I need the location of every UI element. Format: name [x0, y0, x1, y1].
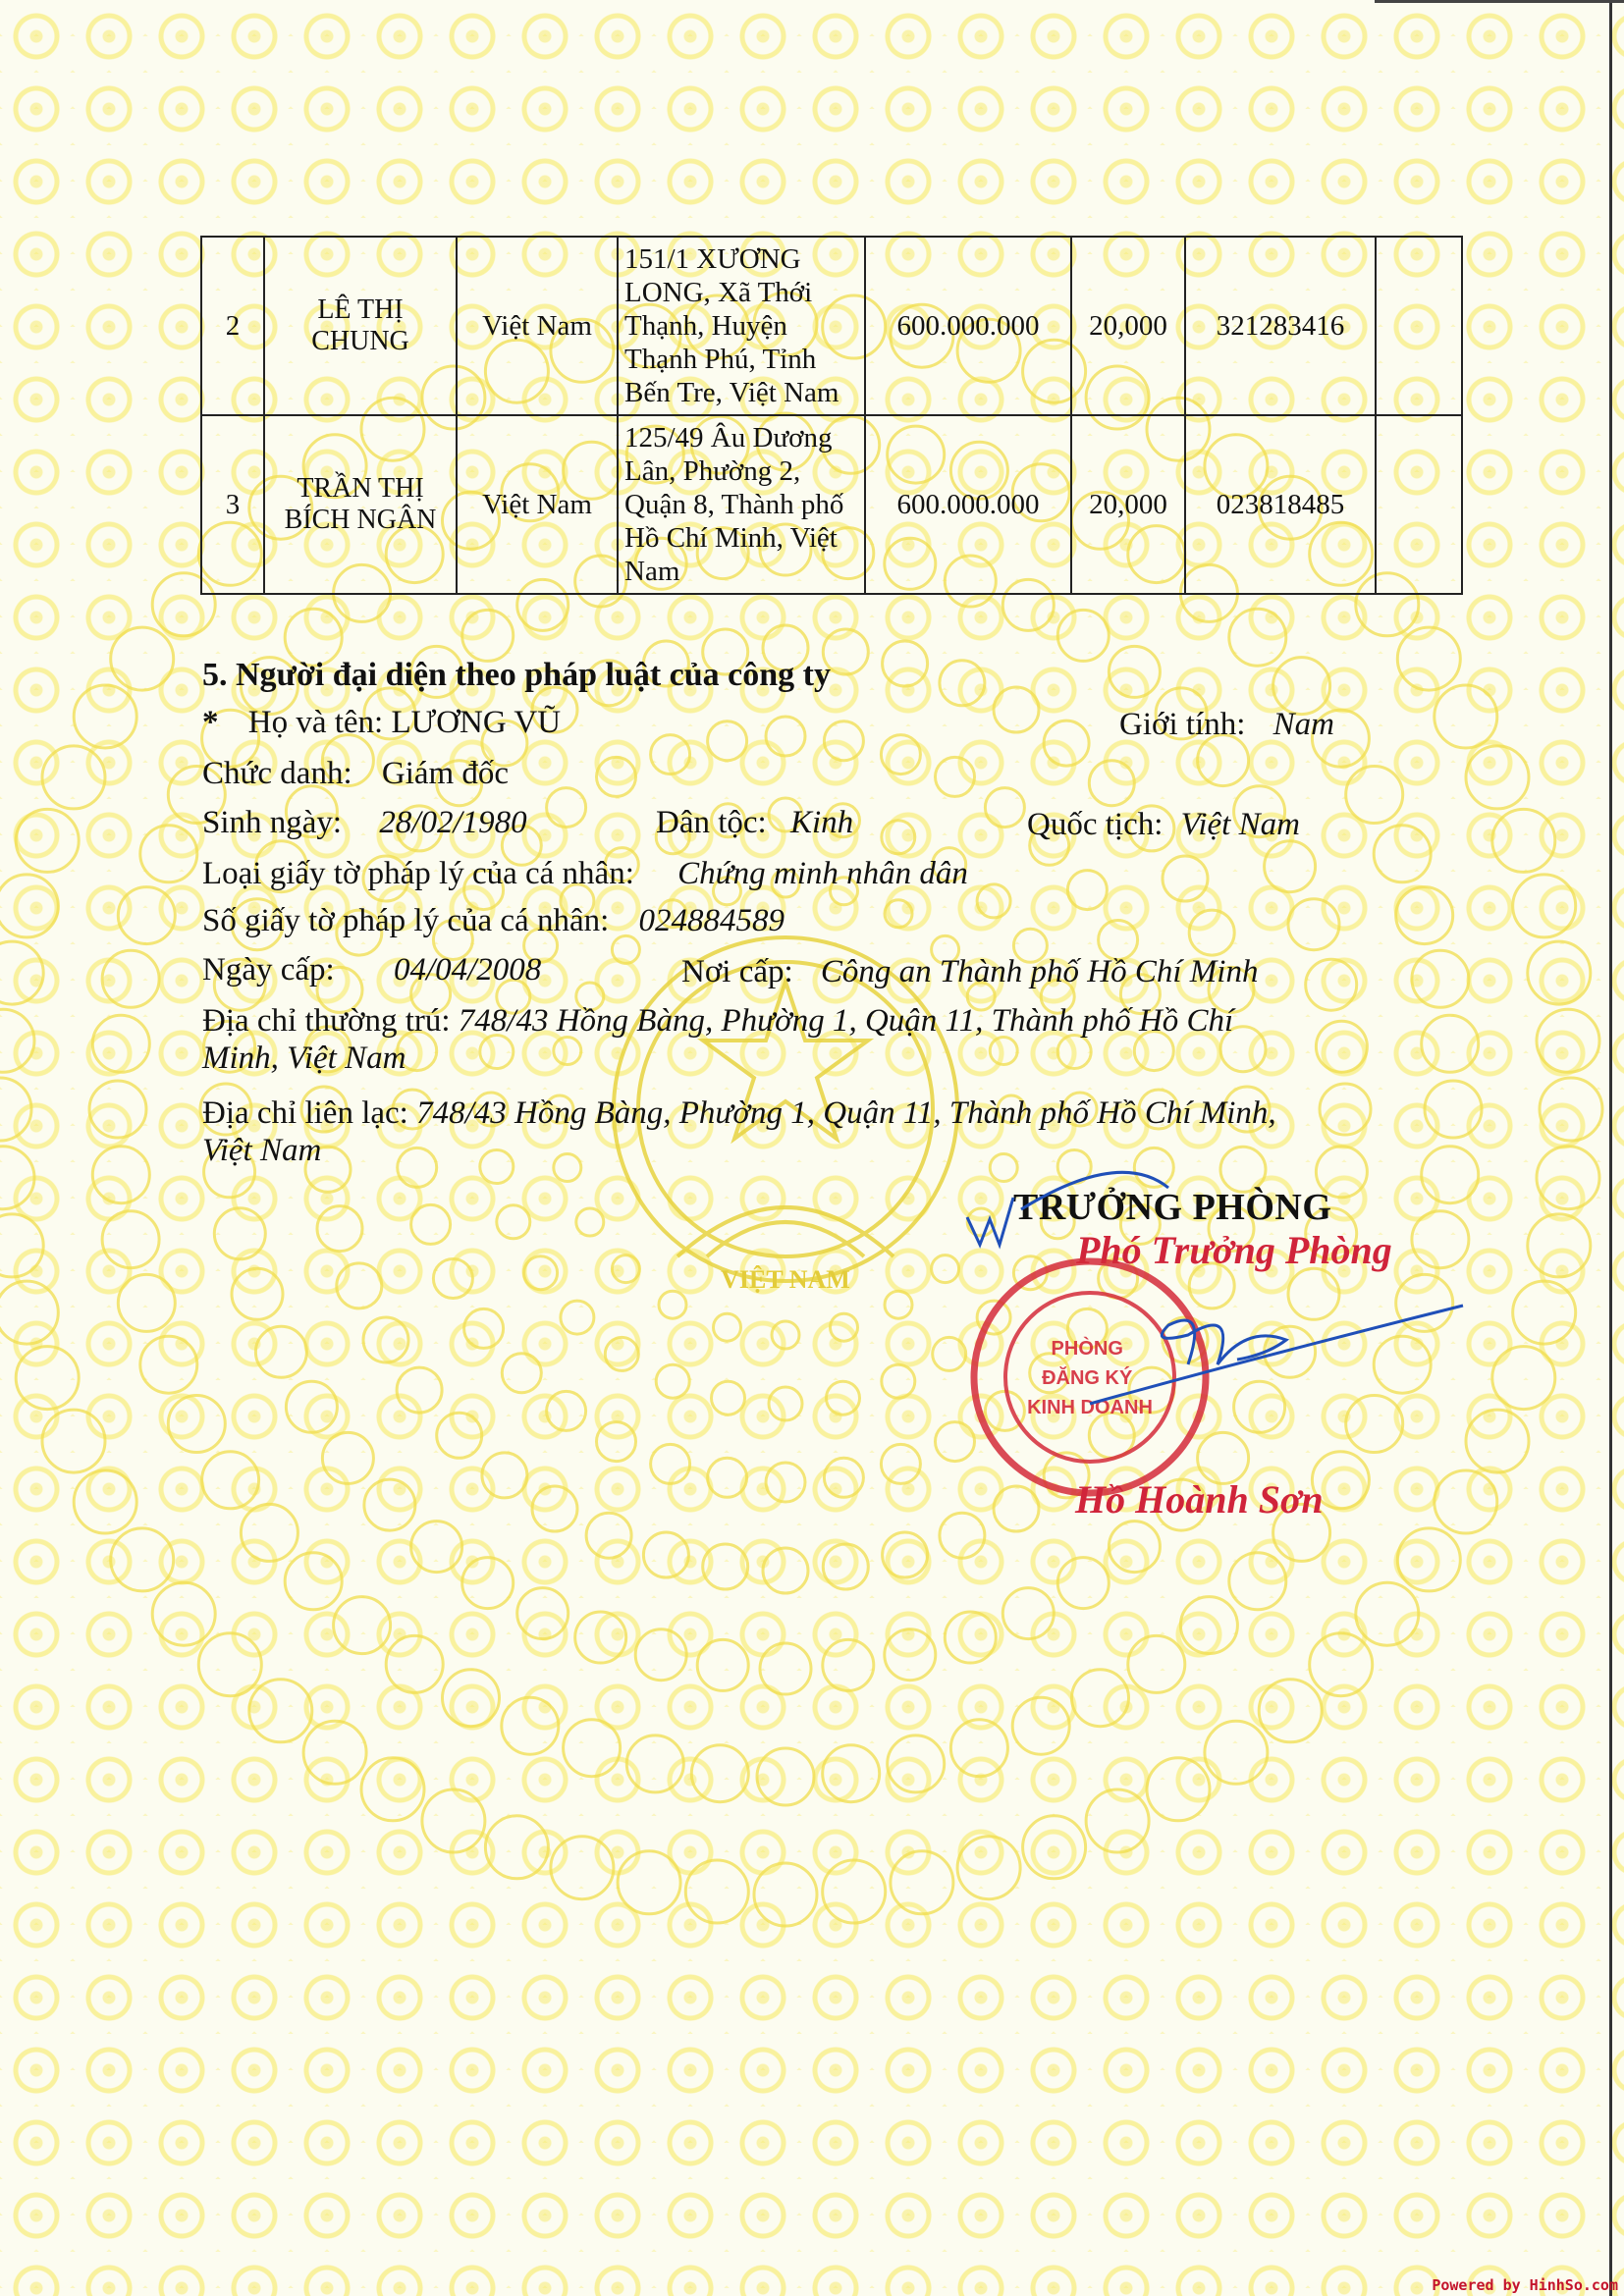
rosette-ornament: [586, 1513, 631, 1558]
rosette-ornament: [885, 1291, 912, 1318]
rosette-ornament: [885, 1629, 936, 1681]
rosette-ornament: [411, 1204, 451, 1244]
rosette-ornament: [502, 1697, 559, 1754]
doc-number-row: [202, 901, 785, 940]
rosette-ornament: [1002, 1588, 1054, 1639]
rosette-ornament: [1306, 959, 1357, 1010]
rosette-ornament: [651, 735, 690, 774]
rosette-ornament: [766, 717, 805, 756]
rosette-ornament: [626, 1735, 683, 1792]
rosette-ornament: [386, 1635, 443, 1692]
rosette-ornament: [957, 1837, 1020, 1899]
rosette-ornament: [0, 1147, 34, 1209]
rosette-ornament: [0, 941, 43, 1004]
rosette-ornament: [202, 1452, 259, 1509]
doc-number-label: Số giấy tờ pháp lý của cá nhân:: [202, 903, 610, 938]
rosette-ornament: [1374, 826, 1431, 882]
permanent-address-value: 748/43 Hồng Bàng, Phường 1, Quận 11, Thành phố Hồ Chí: [458, 1003, 1234, 1039]
cell-stt: 2: [201, 237, 264, 415]
position-value: Giám đốc: [381, 756, 510, 791]
rosette-ornament: [317, 1206, 362, 1252]
rosette-ornament: [823, 1745, 880, 1802]
rosette-ornament: [16, 809, 79, 872]
rosette-ornament: [364, 1479, 415, 1530]
rosette-ornament: [140, 826, 197, 882]
rosette-ornament: [697, 1639, 748, 1690]
rosette-ornament: [888, 1735, 945, 1792]
dob-label: Sinh ngày:: [202, 805, 343, 840]
position-label: Chức danh:: [202, 756, 352, 791]
rosette-ornament: [462, 610, 514, 661]
rosette-ornament: [823, 1639, 874, 1690]
rosette-ornament: [1180, 1597, 1237, 1654]
rosette-ornament: [691, 1745, 748, 1802]
rosette-ornament: [823, 1860, 886, 1923]
rosette-ornament: [443, 1670, 500, 1727]
rosette-ornament: [824, 721, 863, 761]
nationality-row: [1027, 805, 1300, 844]
rosette-ornament: [1356, 1582, 1419, 1645]
cell-name: LÊ THỊ CHUNG: [264, 237, 457, 415]
rosette-ornament: [241, 1504, 298, 1561]
handwritten-signature: [943, 1158, 1473, 1472]
rosette-ornament: [0, 1281, 58, 1344]
rosette-ornament: [102, 1211, 159, 1268]
rosette-ornament: [1147, 1758, 1210, 1821]
rosette-ornament: [111, 627, 174, 690]
rosette-ornament: [140, 1336, 197, 1393]
rosette-ornament: [605, 1337, 638, 1370]
rosette-ornament: [74, 1470, 136, 1533]
rosette-ornament: [945, 1612, 996, 1663]
rosette-ornament: [618, 1851, 680, 1914]
rosette-ornament: [1425, 1081, 1482, 1138]
doc-type-row: [202, 854, 968, 893]
rosette-ornament: [285, 1553, 342, 1610]
rosette-ornament: [883, 641, 928, 686]
rosette-ornament: [363, 1317, 408, 1362]
rosette-ornament: [482, 1453, 527, 1498]
rosette-ornament: [882, 821, 915, 854]
rosette-ornament: [1057, 610, 1109, 661]
rosette-ornament: [936, 757, 975, 796]
gender-row: [1119, 705, 1334, 744]
rosette-ornament: [643, 1532, 688, 1577]
rosette-ornament: [659, 1291, 686, 1318]
stamp-center-text: PHÒNG ĐĂNG KÝ KINH DOANH: [1027, 1338, 1153, 1418]
issue-place-row: [681, 952, 1258, 991]
rosette-ornament: [437, 1413, 482, 1458]
gender-label: Giới tính:: [1119, 707, 1246, 742]
rosette-ornament: [1072, 1670, 1129, 1727]
rosette-ornament: [769, 1387, 802, 1420]
rosette-ornament: [977, 884, 1010, 918]
ethnic-value: Kinh: [789, 805, 854, 840]
rosette-ornament: [286, 1381, 337, 1432]
signature-title: TRƯỞNG PHÒNG: [1013, 1187, 1332, 1228]
permanent-address-row: [202, 1001, 1233, 1041]
rosette-ornament: [168, 1396, 225, 1453]
cell-id-number: 023818485: [1185, 415, 1376, 594]
rosette-ornament: [1229, 1553, 1286, 1610]
rosette-ornament: [398, 1148, 437, 1187]
rosette-ornament: [708, 1458, 747, 1497]
rosette-ornament: [940, 661, 985, 706]
rosette-ornament: [485, 1816, 548, 1879]
rosette-ornament: [102, 950, 159, 1007]
name-value: LƯƠNG VŨ: [391, 705, 562, 740]
name-row: [202, 703, 561, 742]
scan-edge-right: [1609, 0, 1612, 2296]
rosette-ornament: [502, 1354, 541, 1393]
contact-address-value: 748/43 Hồng Bàng, Phường 1, Quận 11, Thành phố Hồ Chí Minh,: [416, 1095, 1276, 1131]
rosette-ornament: [1412, 950, 1469, 1007]
cell-nationality: Việt Nam: [457, 415, 618, 594]
rosette-ornament: [480, 1150, 514, 1184]
rosette-ornament: [334, 1597, 391, 1654]
rosette-ornament: [760, 1643, 811, 1694]
rosette-ornament: [92, 1147, 149, 1203]
rosette-ornament: [1492, 809, 1555, 872]
rosette-ornament: [754, 1863, 817, 1926]
table-row: [201, 237, 1462, 415]
shareholders-table: [200, 236, 1463, 595]
contact-address-value-cont: Việt Nam: [202, 1133, 322, 1168]
rosette-ornament: [1057, 1558, 1109, 1609]
rosette-ornament: [1528, 1214, 1591, 1277]
cell-nationality: Việt Nam: [457, 237, 618, 415]
rosette-ornament: [612, 1255, 639, 1283]
rosette-ornament: [1513, 1281, 1576, 1344]
rosette-ornament: [1537, 1147, 1599, 1209]
rosette-ornament: [827, 1381, 860, 1415]
rosette-ornament: [1023, 1816, 1086, 1879]
rosette-ornament: [337, 1263, 382, 1308]
rosette-ornament: [1189, 910, 1234, 955]
rosette-ornament: [714, 1313, 741, 1341]
rosette-ornament: [1466, 746, 1529, 809]
rosette-ornament: [1086, 1789, 1149, 1852]
rosette-ornament: [232, 1268, 283, 1319]
rosette-ornament: [575, 1612, 626, 1663]
rosette-ornament: [255, 1326, 306, 1377]
rosette-ornament: [532, 1486, 577, 1531]
cell-capital: 600.000.000: [865, 415, 1071, 594]
rosette-ornament: [1067, 871, 1107, 910]
rosette-ornament: [635, 1629, 686, 1681]
rosette-ornament: [198, 1633, 261, 1696]
rosette-ornament: [1528, 941, 1591, 1004]
cell-note: [1376, 415, 1462, 594]
rosette-ornament: [703, 1544, 748, 1589]
rosette-ornament: [554, 1038, 581, 1065]
rosette-ornament: [0, 1078, 31, 1141]
rosette-ornament: [152, 1582, 215, 1645]
cell-ratio: 20,000: [1071, 237, 1185, 415]
scan-edge-top: [1375, 0, 1624, 3]
rosette-ornament: [1089, 761, 1134, 806]
powered-by-watermark: Powered by HinhSo.com: [1432, 2276, 1618, 2294]
cell-note: [1376, 237, 1462, 415]
rosette-ornament: [1540, 1078, 1602, 1141]
rosette-ornament: [561, 1301, 594, 1334]
rosette-ornament: [1229, 609, 1286, 666]
rosette-ornament: [1435, 1470, 1497, 1533]
nationality-label: Quốc tịch:: [1027, 807, 1164, 842]
rosette-ornament: [0, 1214, 43, 1277]
rosette-ornament: [89, 1081, 146, 1138]
rosette-ornament: [547, 788, 586, 828]
rosette-ornament: [651, 1444, 690, 1483]
rosette-ornament: [1012, 1697, 1069, 1754]
rosette-ornament: [118, 1274, 175, 1331]
rosette-ornament: [1397, 1528, 1460, 1591]
cell-address: 125/49 Âu Dương Lân, Phường 2, Quận 8, Thành phố Hồ Chí Minh, Việt Nam: [618, 415, 865, 594]
bullet: *: [202, 705, 219, 740]
cell-capital: 600.000.000: [865, 237, 1071, 415]
rosette-ornament: [1435, 685, 1497, 748]
rosette-ornament: [554, 1154, 581, 1182]
rosette-ornament: [883, 1532, 928, 1577]
section-title: 5. Người đại diện theo pháp luật của công ty: [202, 657, 831, 693]
rosette-ornament: [940, 1513, 985, 1558]
rosette-ornament: [1044, 721, 1089, 766]
rosette-ornament: [118, 887, 175, 944]
rosette-ornament: [881, 735, 920, 774]
ethnic-label: Dân tộc:: [656, 805, 767, 840]
emblem-text: VIỆT NAM: [721, 1265, 850, 1294]
rosette-ornament: [824, 1458, 863, 1497]
rosette-ornament: [1537, 1009, 1599, 1072]
rosette-ornament: [411, 1522, 462, 1573]
rosette-ornament: [990, 1038, 1017, 1065]
cell-name: TRẦN THỊ BÍCH NGÂN: [264, 415, 457, 594]
rosette-ornament: [303, 1721, 366, 1784]
rosette-ornament: [994, 687, 1039, 732]
rosette-ornament: [1320, 1084, 1371, 1135]
doc-type-label: Loại giấy tờ pháp lý của cá nhân:: [202, 856, 634, 891]
rosette-ornament: [831, 1313, 858, 1341]
permanent-address-value-cont: Minh, Việt Nam: [202, 1041, 406, 1076]
name-label: Họ và tên:: [247, 705, 384, 740]
rosette-ornament: [1163, 856, 1208, 901]
rosette-ornament: [1492, 1347, 1555, 1410]
contact-address-label: Địa chỉ liên lạc:: [202, 1095, 408, 1131]
rosette-ornament: [597, 757, 636, 796]
rosette-ornament: [576, 1208, 604, 1236]
doc-type-value: Chứng minh nhân dân: [677, 856, 968, 891]
dob-row: [202, 803, 527, 842]
rosette-ornament: [16, 1347, 79, 1410]
rosette-ornament: [1265, 841, 1316, 892]
rosette-ornament: [0, 1009, 34, 1072]
issue-date-row: [202, 950, 541, 989]
signer-name: Hồ Hoành Sơn: [1075, 1477, 1324, 1522]
rosette-ornament: [985, 788, 1024, 828]
cell-ratio: 20,000: [1071, 415, 1185, 594]
cell-id-number: 321283416: [1185, 237, 1376, 415]
rosette-ornament: [597, 1422, 636, 1462]
rosette-ornament: [1109, 646, 1160, 697]
rosette-ornament: [1396, 887, 1453, 944]
rosette-ornament: [891, 1851, 953, 1914]
permanent-address-label: Địa chỉ thường trú:: [202, 1003, 451, 1039]
rosette-ornament: [214, 1208, 265, 1259]
rosette-ornament: [547, 1391, 586, 1430]
rosette-ornament: [42, 746, 105, 809]
rosette-ornament: [1109, 1522, 1160, 1573]
rosette-ornament: [685, 1860, 748, 1923]
rosette-ornament: [1513, 875, 1576, 937]
rosette-ornament: [1316, 1021, 1367, 1072]
cell-stt: 3: [201, 415, 264, 594]
table-row: [201, 415, 1462, 594]
rosette-ornament: [885, 900, 912, 928]
rosette-ornament: [433, 1259, 472, 1299]
rosette-ornament: [1346, 767, 1403, 824]
rosette-ornament: [772, 1321, 799, 1349]
rosette-ornament: [823, 1544, 868, 1589]
issue-place-label: Nơi cấp:: [681, 954, 793, 989]
rosette-ornament: [1205, 1721, 1268, 1784]
rosette-ornament: [656, 1364, 689, 1398]
rosette-ornament: [397, 1367, 442, 1413]
contact-address-row: [202, 1094, 1276, 1133]
rosette-ornament: [361, 1758, 424, 1821]
rosette-ornament: [42, 1410, 105, 1472]
dob-value: 28/02/1980: [379, 805, 527, 840]
nationality-value: Việt Nam: [1180, 807, 1300, 842]
rosette-ornament: [950, 1720, 1007, 1777]
rosette-ornament: [1288, 899, 1339, 950]
issue-date-value: 04/04/2008: [393, 952, 542, 988]
issue-place-value: Công an Thành phố Hồ Chí Minh: [820, 954, 1259, 989]
rosette-ornament: [464, 1308, 504, 1348]
rosette-ornament: [74, 685, 136, 748]
rosette-ornament: [462, 1558, 514, 1609]
rosette-ornament: [757, 1748, 814, 1805]
rosette-ornament: [92, 1015, 149, 1072]
rosette-ornament: [763, 1548, 808, 1593]
ethnic-row: [656, 803, 853, 842]
rosette-ornament: [881, 1444, 920, 1483]
rosette-ornament: [882, 1364, 915, 1398]
rosette-ornament: [249, 1680, 312, 1742]
rosette-ornament: [712, 1381, 745, 1415]
signature-deputy-title: Phó Trưởng Phòng: [1076, 1228, 1392, 1272]
rosette-ornament: [564, 1720, 621, 1777]
rosette-ornament: [322, 1432, 373, 1483]
rosette-ornament: [1422, 1015, 1479, 1072]
rosette-ornament: [1466, 1410, 1529, 1472]
rosette-ornament: [766, 1463, 805, 1502]
rosette-ornament: [0, 875, 58, 937]
gender-value: Nam: [1272, 707, 1334, 742]
position-row: [202, 754, 509, 793]
rosette-ornament: [1128, 1635, 1185, 1692]
rosette-ornament: [497, 1205, 530, 1239]
rosette-ornament: [524, 1256, 558, 1290]
rosette-ornament: [708, 721, 747, 761]
rosette-ornament: [422, 1789, 485, 1852]
rosette-ornament: [517, 1588, 568, 1639]
rosette-ornament: [111, 1528, 174, 1591]
cell-address: 151/1 XƯƠNG LONG, Xã Thới Thạnh, Huyện Thạnh Phú, Tỉnh Bến Tre, Việt Nam: [618, 237, 865, 415]
rosette-ornament: [1310, 1633, 1373, 1696]
rosette-ornament: [1259, 1680, 1322, 1742]
rosette-ornament: [551, 1837, 614, 1899]
doc-number-value: 024884589: [638, 903, 785, 938]
issue-date-label: Ngày cấp:: [202, 952, 335, 988]
rosette-ornament: [1397, 627, 1460, 690]
